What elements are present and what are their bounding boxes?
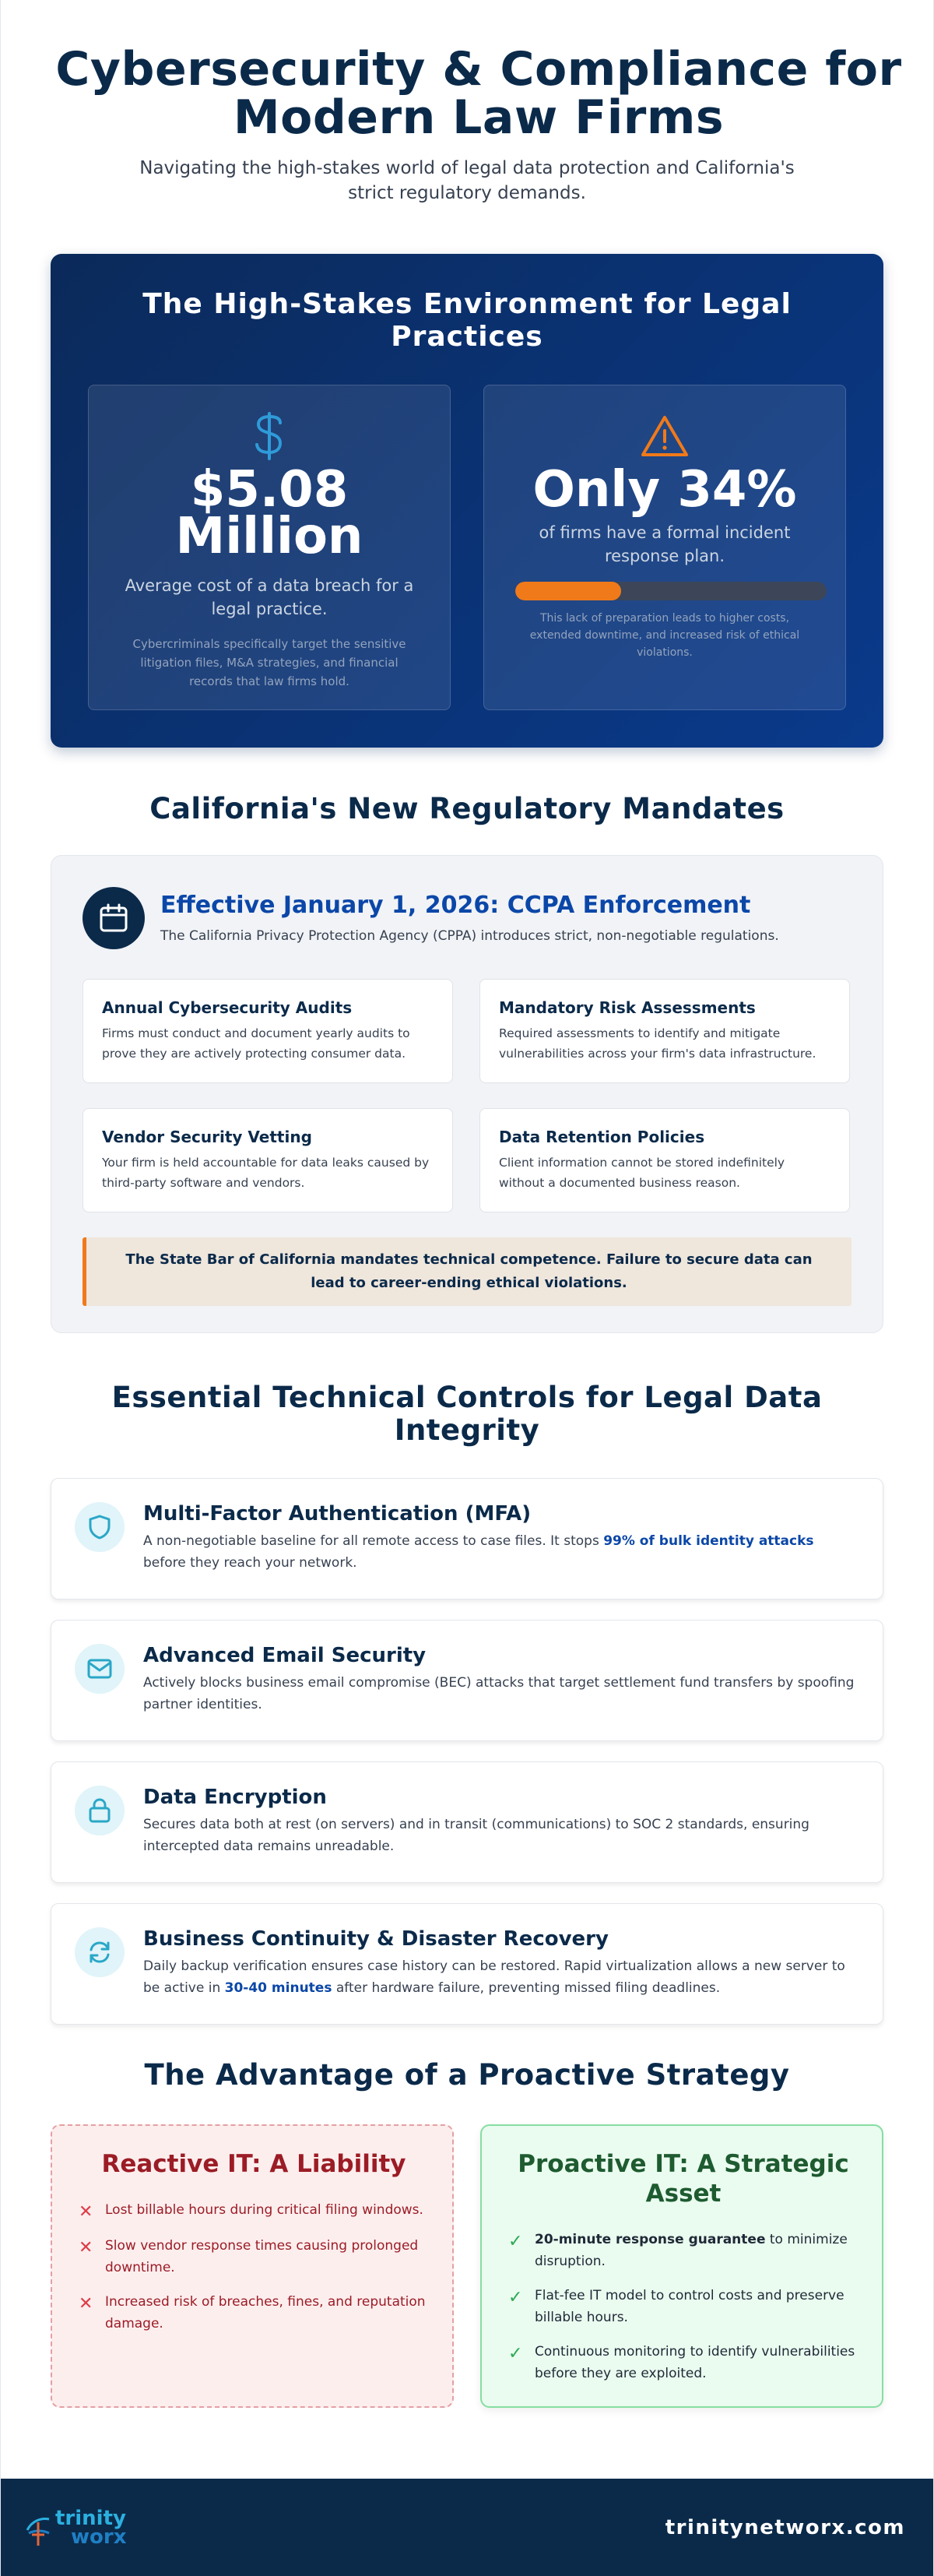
requirement-card [83, 1108, 453, 1212]
control-text: A non-negotiable baseline for all remote access to case files. It stops 99% of bulk identity attacks before they reach your network. [143, 1533, 814, 1571]
response-plan-note: This lack of preparation leads to higher costs, extended downtime, and increased risk of ethical violations. [529, 612, 800, 659]
breach-cost-note: Cybercriminals specifically target the sensitive litigation files, M&A strategies, and financial records that law firms hold. [132, 637, 406, 688]
list-item: ✕ Lost billable hours during critical filing windows. [79, 2199, 429, 2222]
regulatory-section-title: California's New Regulatory Mandates [149, 792, 785, 825]
response-plan-label: of firms have a formal incident response plan. [539, 523, 791, 565]
check-icon: ✓ [508, 2344, 523, 2363]
proactive-it-card [480, 2124, 883, 2408]
reactive-title: Reactive IT: A Liability [101, 2150, 406, 2178]
list-item: ✓ Flat-fee IT model to control costs and preserve billable hours. [508, 2285, 859, 2328]
control-text: Daily backup verification ensures case history can be restored. Rapid virtualization allows a new server to be active in 30-40 minutes after hardware failure, preventing missed filing deadlines. [143, 1958, 845, 1996]
requirement-title: Mandatory Risk Assessments [499, 998, 756, 1017]
list-item: ✓ 20-minute response guarantee to minimize disruption. [508, 2229, 859, 2272]
control-highlight: 30-40 minutes [224, 1980, 332, 1996]
requirement-title: Annual Cybersecurity Audits [102, 998, 353, 1017]
requirement-title: Vendor Security Vetting [102, 1128, 312, 1146]
warning-icon [515, 409, 814, 463]
ccpa-panel [51, 855, 883, 1333]
check-icon: ✓ [508, 2232, 523, 2251]
dollar-icon [120, 409, 419, 463]
list-item: ✕ Slow vendor response times causing prolonged downtime. [79, 2235, 429, 2279]
strategy-section-title: The Advantage of a Proactive Strategy [144, 2058, 790, 2092]
proactive-title: Proactive IT: A Strategic Asset [518, 2150, 849, 2208]
footer [1, 2479, 933, 2576]
control-card-email [51, 1620, 883, 1741]
control-highlight: 99% of bulk identity attacks [603, 1533, 814, 1549]
response-plan-value: Only 34% [532, 461, 797, 519]
ccpa-heading: Effective January 1, 2026: CCPA Enforcement [160, 892, 751, 919]
page-title: Cybersecurity & Compliance for Modern Law Firms [55, 42, 902, 145]
control-card-encryption [51, 1761, 883, 1883]
logo-text-line2: worx [71, 2525, 127, 2549]
lock-icon [75, 1786, 125, 1835]
website-link[interactable]: trinitynetworx.com [665, 2515, 905, 2539]
company-logo[interactable] [24, 2507, 126, 2549]
reactive-it-card [51, 2124, 454, 2408]
breach-cost-card [88, 385, 451, 710]
control-title: Advanced Email Security [143, 1644, 427, 1667]
shield-icon [75, 1502, 125, 1552]
control-text: Actively blocks business email compromise (BEC) attacks that target settlement fund transfers by spoofing partner identities. [143, 1675, 855, 1712]
controls-list [51, 1478, 883, 2025]
calendar-icon [83, 887, 145, 949]
check-icon: ✓ [508, 2288, 523, 2307]
x-icon: ✕ [79, 2238, 93, 2258]
control-card-mfa [51, 1478, 883, 1599]
requirement-text: Your firm is held accountable for data leaks caused by third-party software and vendors. [102, 1156, 430, 1190]
control-card-continuity [51, 1903, 883, 2025]
list-item: ✕ Increased risk of breaches, fines, and reputation damage. [79, 2291, 429, 2335]
page-subtitle: Navigating the high-stakes world of legal data protection and California's strict regulatory demands. [139, 158, 795, 203]
control-title: Multi-Factor Authentication (MFA) [143, 1502, 532, 1526]
requirement-title: Data Retention Policies [499, 1128, 705, 1146]
control-title: Business Continuity & Disaster Recovery [143, 1927, 609, 1951]
progress-fill [515, 582, 621, 600]
requirement-text: Firms must conduct and document yearly audits to prove they are actively protecting consumer data. [102, 1026, 410, 1061]
requirement-card [479, 1108, 850, 1212]
state-bar-callout [83, 1237, 851, 1306]
refresh-icon [75, 1927, 125, 1977]
list-item: ✓ Continuous monitoring to identify vulnerabilities before they are exploited. [508, 2341, 859, 2384]
requirement-card [479, 979, 850, 1083]
ccpa-intro: The California Privacy Protection Agency (CPPA) introduces strict, non-negotiable regulations. [160, 928, 779, 944]
stakes-title: The High-Stakes Environment for Legal Practices [142, 288, 792, 353]
hero [51, 0, 902, 206]
logo-mark-icon [24, 2507, 52, 2549]
x-icon: ✕ [79, 2202, 93, 2222]
control-text: Secures data both at rest (on servers) and in transit (communications) to SOC 2 standards, ensuring intercepted data remains unreadable. [143, 1817, 809, 1854]
breach-cost-label: Average cost of a data breach for a legal practice. [125, 576, 414, 618]
strategy-comparison [51, 2124, 883, 2408]
stakes-section [51, 254, 883, 748]
logo-text-line1: trinity [55, 2506, 126, 2530]
breach-cost-value: $5.08 Million [175, 461, 363, 565]
x-icon: ✕ [79, 2294, 93, 2314]
response-plan-card [483, 385, 846, 710]
requirement-text: Client information cannot be stored indefinitely without a documented business reason. [499, 1156, 785, 1190]
control-title: Data Encryption [143, 1786, 327, 1809]
requirement-card [83, 979, 453, 1083]
mail-icon [75, 1644, 125, 1694]
requirement-text: Required assessments to identify and mitigate vulnerabilities across your firm's data infrastructure. [499, 1026, 816, 1061]
response-plan-progress [515, 582, 827, 600]
controls-section-title: Essential Technical Controls for Legal Data Integrity [111, 1381, 823, 1447]
callout-text: The State Bar of California mandates technical competence. Failure to secure data can lead to career-ending ethical violations. [125, 1251, 813, 1291]
